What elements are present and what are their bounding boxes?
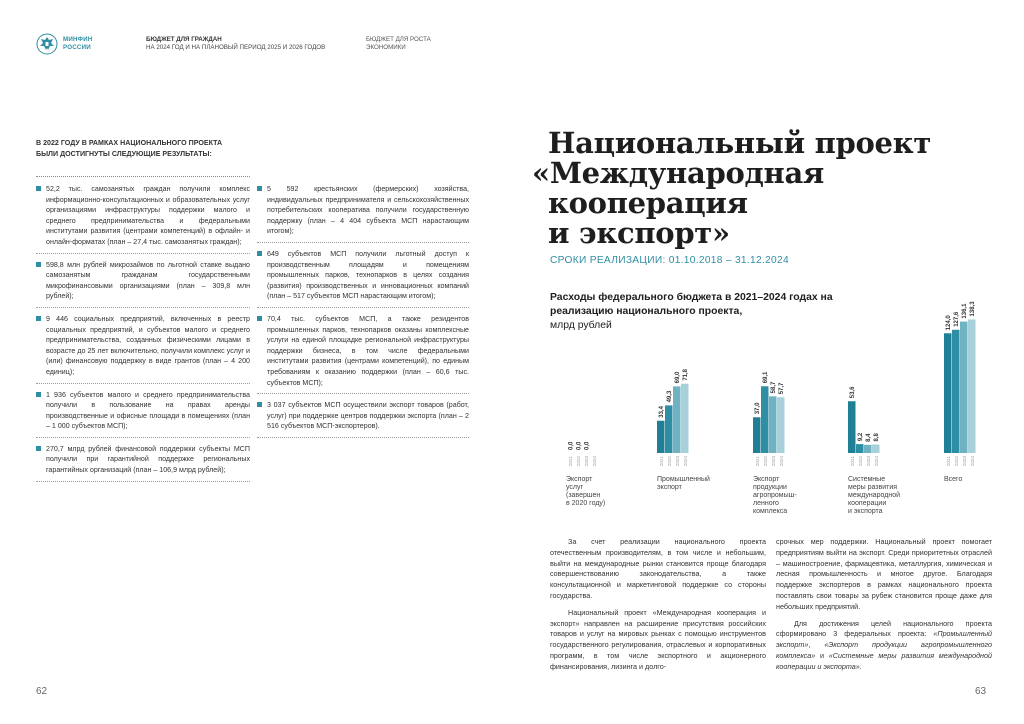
page-title xyxy=(532,126,1008,250)
chart-bar xyxy=(864,445,872,453)
title-line4: и экспорт» xyxy=(548,216,730,250)
chart-bar xyxy=(769,396,777,453)
data-label: 57,7 xyxy=(779,382,786,395)
chart-bar xyxy=(960,322,968,453)
data-label: 0,0 xyxy=(576,441,583,450)
data-label: 136,1 xyxy=(962,303,969,319)
list-item: 270,7 млрд рублей финансовой поддержки субъекты МСП получили при гарантийной поддержке региональных гарантийных организаций (план – 106,9 млрд рублей); xyxy=(36,444,250,482)
data-label: 124,0 xyxy=(946,315,953,331)
year-tick-label: 2022 xyxy=(762,456,768,467)
list-item: 3 037 субъектов МСП осуществили экспорт товаров (работ, услуг) при поддержке центров поддержки экспорта (план – 2 516 субъектов МСП-экспортеров). xyxy=(257,400,469,438)
chart-bar xyxy=(673,386,681,453)
logo-text xyxy=(63,36,92,52)
year-tick-label: 2024 xyxy=(591,456,597,467)
year-tick-label: 2021 xyxy=(754,456,760,467)
bullet-square-icon xyxy=(257,251,262,256)
page-number-left: 62 xyxy=(36,686,48,697)
year-tick-label: 2023 xyxy=(770,456,776,467)
divider xyxy=(36,176,250,177)
category-label: продукции xyxy=(753,484,787,491)
chart-bar xyxy=(872,445,880,453)
category-label: Промышленный xyxy=(657,476,710,483)
category-label: Экспорт xyxy=(753,476,780,483)
eagle-emblem-icon xyxy=(36,33,58,55)
doc-title: БЮДЖЕТ ДЛЯ ГРАЖДАН xyxy=(146,36,222,43)
chart-bar xyxy=(657,421,665,453)
paragraph: За счет реализации национального проекта отечественным производителям, в том числе и небольшим, выйти на международные рынки становится проще благодаря совершенствованию законодательства, а также консультационной и маркетинговой поддержке со стороны государства. xyxy=(550,537,766,600)
year-tick-label: 2021 xyxy=(945,456,951,467)
data-label: 138,3 xyxy=(970,301,977,317)
paragraph: Для достижения целей национального проекта сформировано 3 федеральных проекта: «Промышленный экспорт», «Экспорт продукции агропромышленного комплекса» и «Системные меры развития международной кооперации и экспорта». xyxy=(776,618,992,671)
category-label: Системные xyxy=(848,476,886,483)
doc-subtitle: НА 2024 ГОД И НА ПЛАНОВЫЙ ПЕРИОД 2025 И 2026 ГОДОВ xyxy=(146,44,326,51)
bullet-square-icon xyxy=(36,186,41,191)
data-label: 69,1 xyxy=(763,371,770,384)
category-label: Экспорт xyxy=(566,476,593,483)
year-tick-label: 2024 xyxy=(969,456,975,467)
results-intro: В 2022 ГОДУ В РАМКАХ НАЦИОНАЛЬНОГО ПРОЕКТА БЫЛИ ДОСТИГНУТЫ СЛЕДУЮЩИЕ РЕЗУЛЬТАТЫ: xyxy=(36,139,223,158)
implementation-dates: СРОКИ РЕАЛИЗАЦИИ: 01.10.2018 – 31.12.2024 xyxy=(550,255,789,266)
chart-title-text: Расходы федерального бюджета в 2021–2024 годах на реализацию национального проекта, xyxy=(550,292,833,317)
data-label: 37,0 xyxy=(755,402,762,415)
logo-line2: РОССИИ xyxy=(63,44,91,51)
category-label: Всего xyxy=(944,476,963,483)
year-tick-label: 2022 xyxy=(575,456,581,467)
bullet-square-icon xyxy=(257,316,262,321)
title-line2: «Международная xyxy=(532,156,825,190)
bullet-square-icon xyxy=(36,392,41,397)
list-item: 5 592 крестьянских (фермерских) хозяйства, индивидуальных предпринимателя и сельскохозяйственных потребительских кооператива получили государственную поддержку (план – 4 404 субъекта МСП нарастающим итогом); xyxy=(257,184,469,243)
chart-bar xyxy=(968,319,976,453)
bullet-square-icon xyxy=(36,446,41,451)
chart-bar xyxy=(848,401,856,453)
data-label: 33,4 xyxy=(659,406,666,418)
year-tick-label: 2022 xyxy=(666,456,672,467)
data-label: 127,6 xyxy=(954,311,961,327)
section-line2: ЭКОНОМИКИ xyxy=(366,44,406,51)
year-tick-label: 2021 xyxy=(658,456,664,467)
chart-bar xyxy=(753,417,761,453)
category-label: и экспорта xyxy=(848,508,883,515)
year-tick-label: 2021 xyxy=(849,456,855,467)
chart-bar xyxy=(777,397,785,453)
chart-title xyxy=(550,291,880,333)
category-label: агропромыш- xyxy=(753,492,797,499)
year-tick-label: 2023 xyxy=(961,456,967,467)
bullet-square-icon xyxy=(36,262,41,267)
list-item: 598,8 млн рублей микрозаймов по льготной ставке выдано самозанятым гражданам государственными микрофинансовыми организациями (план – 309,8 млн рублей); xyxy=(36,260,250,308)
bullet-square-icon xyxy=(257,402,262,407)
category-label: экспорт xyxy=(657,484,682,491)
year-tick-label: 2023 xyxy=(583,456,589,467)
data-label: 0,0 xyxy=(584,441,591,450)
section-header xyxy=(366,36,431,52)
data-label: 69,0 xyxy=(675,371,682,384)
title-line1: Национальный проект xyxy=(548,126,932,160)
list-item: 52,2 тыс. самозанятых граждан получили комплекс информационно-консультационных и образовательных услуг организациями инфраструктуры поддержки малого и среднего предпринимательства и федеральными институтами развития (центрами компетенций) в офлайн- и онлайн-форматах (план – 27,4 тыс. самозанятых граждан); xyxy=(36,184,250,254)
category-label: меры развития xyxy=(848,484,898,491)
year-tick-label: 2022 xyxy=(953,456,959,467)
year-tick-label: 2024 xyxy=(873,456,879,467)
category-label: кооперации xyxy=(848,500,887,507)
year-tick-label: 2024 xyxy=(682,456,688,467)
body-text-col1 xyxy=(550,537,766,679)
list-item: 70,4 тыс. субъектов МСП, а также резидентов промышленных парков, технопарков оказаны комплексные услуги на единой площадке региональной инфраструктуры поддержки бизнеса, в том числе федеральными институтами развития (центрами компетенций), по единым требованиям к оказанию поддержки (план – 60,6 тыс. субъектов МСП); xyxy=(257,314,469,394)
bullet-square-icon xyxy=(257,186,262,191)
category-label: международной xyxy=(848,492,901,499)
chart-bar xyxy=(761,386,769,453)
list-item: 1 936 субъектов малого и среднего предпринимательства получили в пользование на правах аренды производственные и офисные площади в помещениях (план – 1 000 субъектов МСП); xyxy=(36,390,250,438)
year-tick-label: 2022 xyxy=(857,456,863,467)
year-tick-label: 2021 xyxy=(567,456,573,467)
data-label: 0,0 xyxy=(568,441,575,450)
section-line1: БЮДЖЕТ ДЛЯ РОСТА xyxy=(366,36,431,43)
body-text-col2 xyxy=(776,537,992,679)
title-line3: кооперация xyxy=(548,186,748,220)
category-label: комплекса xyxy=(753,508,788,515)
chart-units: млрд рублей xyxy=(550,320,612,331)
page-number-right: 63 xyxy=(975,686,987,697)
year-tick-label: 2023 xyxy=(865,456,871,467)
data-label: 8,4 xyxy=(866,433,873,442)
list-item: 9 446 социальных предприятий, включенных в реестр социальных предприятий, и субъектов малого и среднего предпринимательства, созданных физическими лицами в возрасте до 25 лет включительно, получили комплекс услуг и (или) финансовую поддержку в виде грантов (план – 4 200 единиц); xyxy=(36,314,250,384)
data-label: 71,8 xyxy=(683,368,690,381)
chart-bar xyxy=(681,384,689,453)
paragraph: Национальный проект «Международная кооперация и экспорт» направлен на расширение присутствия российских товаров и услуг на мировых рынках с помощью инструментов государственного регулирования, отраслевых и корпоративных программ, в том числе экспортного и акционерного финансирования, лизинга и долго- xyxy=(550,607,766,671)
bullet-square-icon xyxy=(36,316,41,321)
data-label: 9,2 xyxy=(858,432,865,442)
category-label: ленного xyxy=(753,500,779,507)
year-tick-label: 2024 xyxy=(778,456,784,467)
results-list-col2 xyxy=(257,184,469,444)
data-label: 49,3 xyxy=(667,390,674,403)
data-label: 53,6 xyxy=(850,386,857,399)
logo-line1: МИНФИН xyxy=(63,36,93,43)
year-tick-label: 2023 xyxy=(674,456,680,467)
category-label: услуг xyxy=(566,484,584,491)
chart-bar xyxy=(665,405,673,453)
category-label: (завершен xyxy=(566,492,601,499)
chart-bar xyxy=(856,444,864,453)
data-label: 8,8 xyxy=(874,433,881,442)
paragraph: срочных мер поддержки. Национальный проект помогает предприятиям выйти на экспорт. Среди приоритетных отраслей – машиностроение, фармацевтика, металлургия, химическая и лесная промышленность и многое другое. Благодаря поддержке экспортеров в рамках национального проекта поставлять свои товары за рубеж становится проще даже для небольших предприятий. xyxy=(776,537,992,611)
category-label: в 2020 году) xyxy=(566,500,606,507)
list-item: 649 субъектов МСП получили льготный доступ к производственным площадям и помещениям промышленных парков, технопарков в целях создания (развития) производственных и инновационных компаний (план – 517 субъектов МСП нарастающим итогом); xyxy=(257,249,469,308)
chart-bar xyxy=(944,333,952,453)
doc-header xyxy=(146,36,325,52)
chart-bar xyxy=(952,330,960,453)
data-label: 58,7 xyxy=(771,381,778,394)
results-list-col1 xyxy=(36,184,250,488)
